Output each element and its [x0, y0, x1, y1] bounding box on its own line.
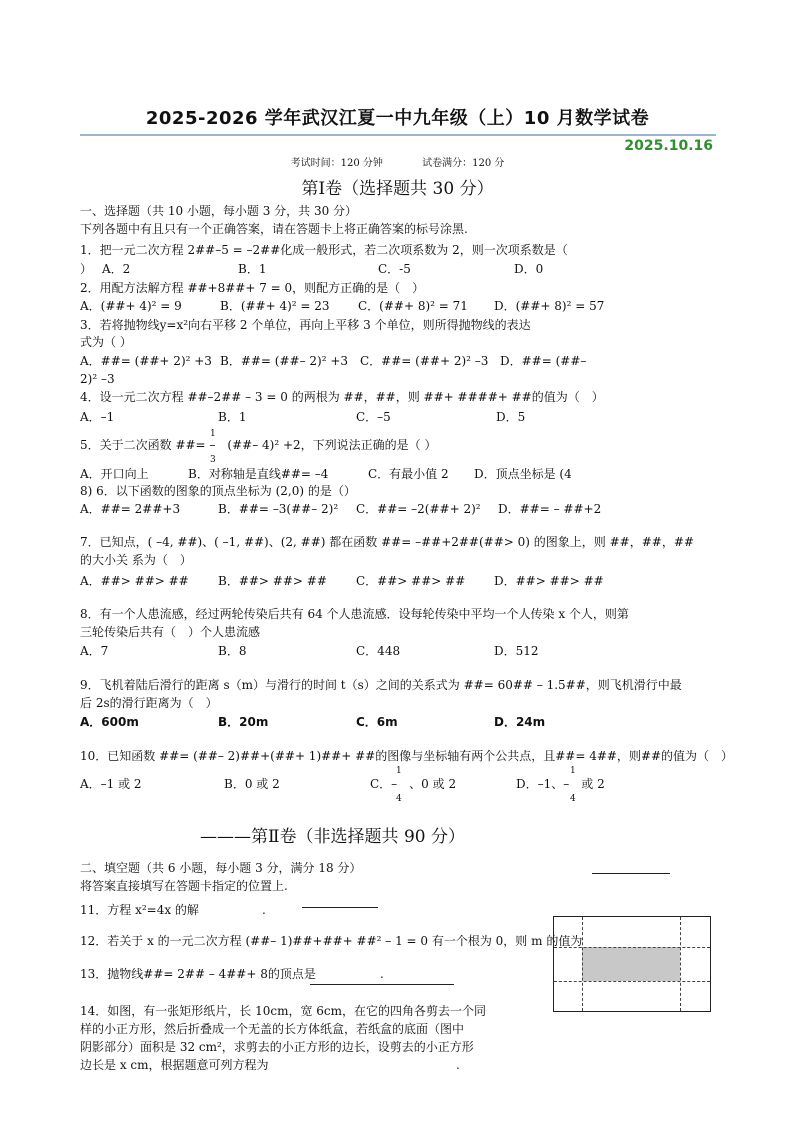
q14-rectangle-figure [553, 916, 711, 1012]
q3-stem: 3．若将抛物线y=x²向右平移 2 个单位，再向上平移 3 个单位，则所得抛物线的表达 [80, 318, 531, 332]
q3-option-c: C．##= (##+ 2)² –3 [360, 354, 489, 368]
part1-instruction: 下列各题中有且只有一个正确答案，请在答题卡上将正确答案的标号涂黑. [80, 222, 468, 236]
q5-stem: 5．关于二次函数 ##= – (##– 4)² +2，下列说法正确的是（ ） [80, 438, 437, 452]
part2-instruction: 将答案直接填写在答题卡指定的位置上. [80, 879, 288, 893]
q8-option-a: A．7 [80, 644, 109, 658]
q8-option-b: B．8 [218, 644, 247, 658]
q1-option-c: C．-5 [378, 262, 411, 276]
part1-title: 第Ⅰ卷（选择题共 30 分） [301, 179, 494, 199]
exam-score: 试卷满分：120 分 [422, 158, 505, 169]
q6-stem-line [80, 483, 356, 499]
q10-option-a: A．–1 或 2 [80, 777, 142, 791]
part2-title: ———第Ⅱ卷（非选择题共 90 分） [200, 827, 465, 847]
q9-option-d: D．24m [494, 715, 546, 729]
figure-dash-line [554, 947, 710, 948]
q11-dot: . [262, 903, 266, 917]
q13-dot: . [380, 967, 384, 981]
q1-option-a: A．2 [102, 262, 131, 276]
q12-stem: 12．若关于 x 的一元二次方程 (##– 1)##+##+ ##² – 1 = 0 有一个根为 0，则 m 的值为 [80, 934, 583, 948]
q10-option-d-frac-den: 4 [570, 794, 576, 804]
q3-option-b: B．##= (##– 2)² +3 [220, 354, 349, 368]
q7-stem-end: 的大小关 系为（ ） [80, 553, 192, 567]
q9-stem: 9．飞机着陆后滑行的距离 s（m）与滑行的时间 t（s）之间的关系式为 ##= 60## – 1.5##，则飞机滑行中最 [80, 678, 682, 692]
answer-blank-top [592, 873, 670, 874]
q14-stem-1: 14．如图，有一张矩形纸片，长 10cm，宽 6cm，在它的四角各剪去一个同 [80, 1004, 487, 1018]
q4-option-d: D．5 [496, 410, 526, 424]
q7-option-b: B．##> ##> ## [218, 574, 327, 588]
q2-option-a: A．(##+ 4)² = 9 [80, 299, 182, 313]
q2-option-b: B．(##+ 4)² = 23 [220, 299, 330, 313]
q9-option-c: C．6m [356, 715, 398, 729]
q6-option-b: B．##= –3(##– 2)² [218, 502, 339, 516]
q4-stem: 4．设一元二次方程 ##–2## – 3 = 0 的两根为 ##，##，则 ##+ ####+ ##的值为（ ） [80, 390, 604, 404]
q3-stem-end: 式为（ ） [80, 335, 132, 349]
q13-blank [310, 984, 454, 985]
q5-frac-num: 1 [210, 429, 216, 439]
q5-option-a: A．开口向上 [80, 467, 149, 481]
part1-header: 一、选择题（共 10 小题，每小题 3 分，共 30 分） [80, 204, 358, 218]
q1-option-d: D．0 [514, 262, 544, 276]
q14-stem-3: 阴影部分）面积是 32 cm²，求剪去的小正方形的边长，设剪去的小正方形 [80, 1040, 474, 1054]
figure-dash-line [680, 917, 681, 1011]
q10-option-c-frac-den: 4 [396, 794, 402, 804]
q10-option-c-frac-num: 1 [396, 766, 402, 776]
q10-option-c: C．– 、0 或 2 [370, 777, 457, 791]
q5-option-b: B．对称轴是直线##= –4 [188, 467, 329, 481]
q10-option-d-frac-num: 1 [570, 766, 576, 776]
q3-option-d: D．##= (##– [500, 354, 587, 368]
q5-option-d: D．顶点坐标是 (4 [474, 467, 572, 481]
q8-option-c: C．448 [356, 644, 401, 658]
q7-option-a: A．##> ##> ## [80, 574, 189, 588]
q10-option-b: B．0 或 2 [224, 777, 280, 791]
figure-dash-line [554, 981, 710, 982]
q8-stem-end: 三轮传染后共有（ ）个人患流感 [80, 625, 261, 639]
exam-time: 考试时间：120 分钟 [290, 158, 383, 169]
q3-option-a: A．##= (##+ 2)² +3 [80, 354, 212, 368]
q9-stem-end: 后 2s的滑行距离为（ ） [80, 696, 218, 710]
q11-stem: 11．方程 x²=4x 的解 [80, 903, 199, 917]
q6-option-a: A．##= 2##+3 [80, 502, 181, 516]
part2-header: 二、填空题（共 6 小题，每小题 3 分，满分 18 分） [80, 861, 362, 875]
figure-dash-line [582, 917, 583, 1011]
q6-option-d: D．##= – ##+2 [498, 502, 602, 516]
q7-option-d: D．##> ##> ## [494, 574, 604, 588]
q8-option-d: D．512 [494, 644, 539, 658]
q2-option-d: D．(##+ 8)² = 57 [494, 299, 605, 313]
q5-frac-den: 3 [210, 455, 216, 465]
q4-option-b: B．1 [218, 410, 247, 424]
q4-option-a: A．–1 [80, 410, 115, 424]
q6-lead: 8) [80, 484, 97, 498]
q7-option-c: C．##> ##> ## [356, 574, 466, 588]
q4-option-c: C．–5 [356, 410, 391, 424]
q11-blank [302, 907, 378, 908]
q7-stem: 7．已知点，( –4, ##)、( –1, ##)、(2, ##) 都在函数 ##= –##+2##(##> 0) 的图象上，则 ##，##，## [80, 535, 694, 549]
q1-stem-end: ） [80, 262, 93, 276]
q10-stem: 10．已知函数 ##= (##– 2)##+(##+ 1)##+ ##的图像与坐标轴有两个公共点，且##= 4##，则##的值为（ ） [80, 749, 734, 763]
q13-stem: 13．抛物线##= 2## – 4##+ 8的顶点是 [80, 967, 316, 981]
q9-option-b: B．20m [218, 715, 269, 729]
q14-stem-4: 边长是 x cm，根据题意可列方程为 [80, 1058, 269, 1072]
q9-option-a: A．600m [80, 715, 139, 729]
exam-title: 2025-2026 学年武汉江夏一中九年级（上）10 月数学试卷 [145, 108, 650, 129]
q6-stem: 6．以下函数的图象的顶点坐标为 (2,0) 的是（） [96, 484, 356, 498]
exam-date: 2025.10.16 [624, 138, 713, 154]
q10-option-d: D．–1、– 或 2 [516, 777, 605, 791]
q1-stem: 1．把一元二次方程 2##–5 = –2##化成一般形式，若二次项系数为 2，则一次项系数是（ [80, 243, 568, 257]
q14-stem-2: 样的小正方形，然后折叠成一个无盖的长方体纸盒，若纸盒的底面（图中 [80, 1022, 465, 1036]
title-rule [80, 134, 716, 136]
q8-stem: 8．有一个人患流感，经过两轮传染后共有 64 个人患流感．设每轮传染中平均一个人传染 x 个人，则第 [80, 607, 629, 621]
q14-end-dot: . [456, 1058, 460, 1072]
q3-option-d-tail: 2)² –3 [80, 372, 115, 386]
q1-option-b: B．1 [238, 262, 267, 276]
q5-option-c: C．有最小值 2 [368, 467, 449, 481]
q2-stem: 2．用配方法解方程 ##+8##+ 7 = 0，则配方正确的是（ ） [80, 281, 425, 295]
q6-option-c: C．##= –2(##+ 2)² [356, 502, 481, 516]
figure-shaded-base [582, 947, 680, 981]
exam-meta [0, 154, 795, 169]
q2-option-c: C．(##+ 8)² = 71 [358, 299, 468, 313]
